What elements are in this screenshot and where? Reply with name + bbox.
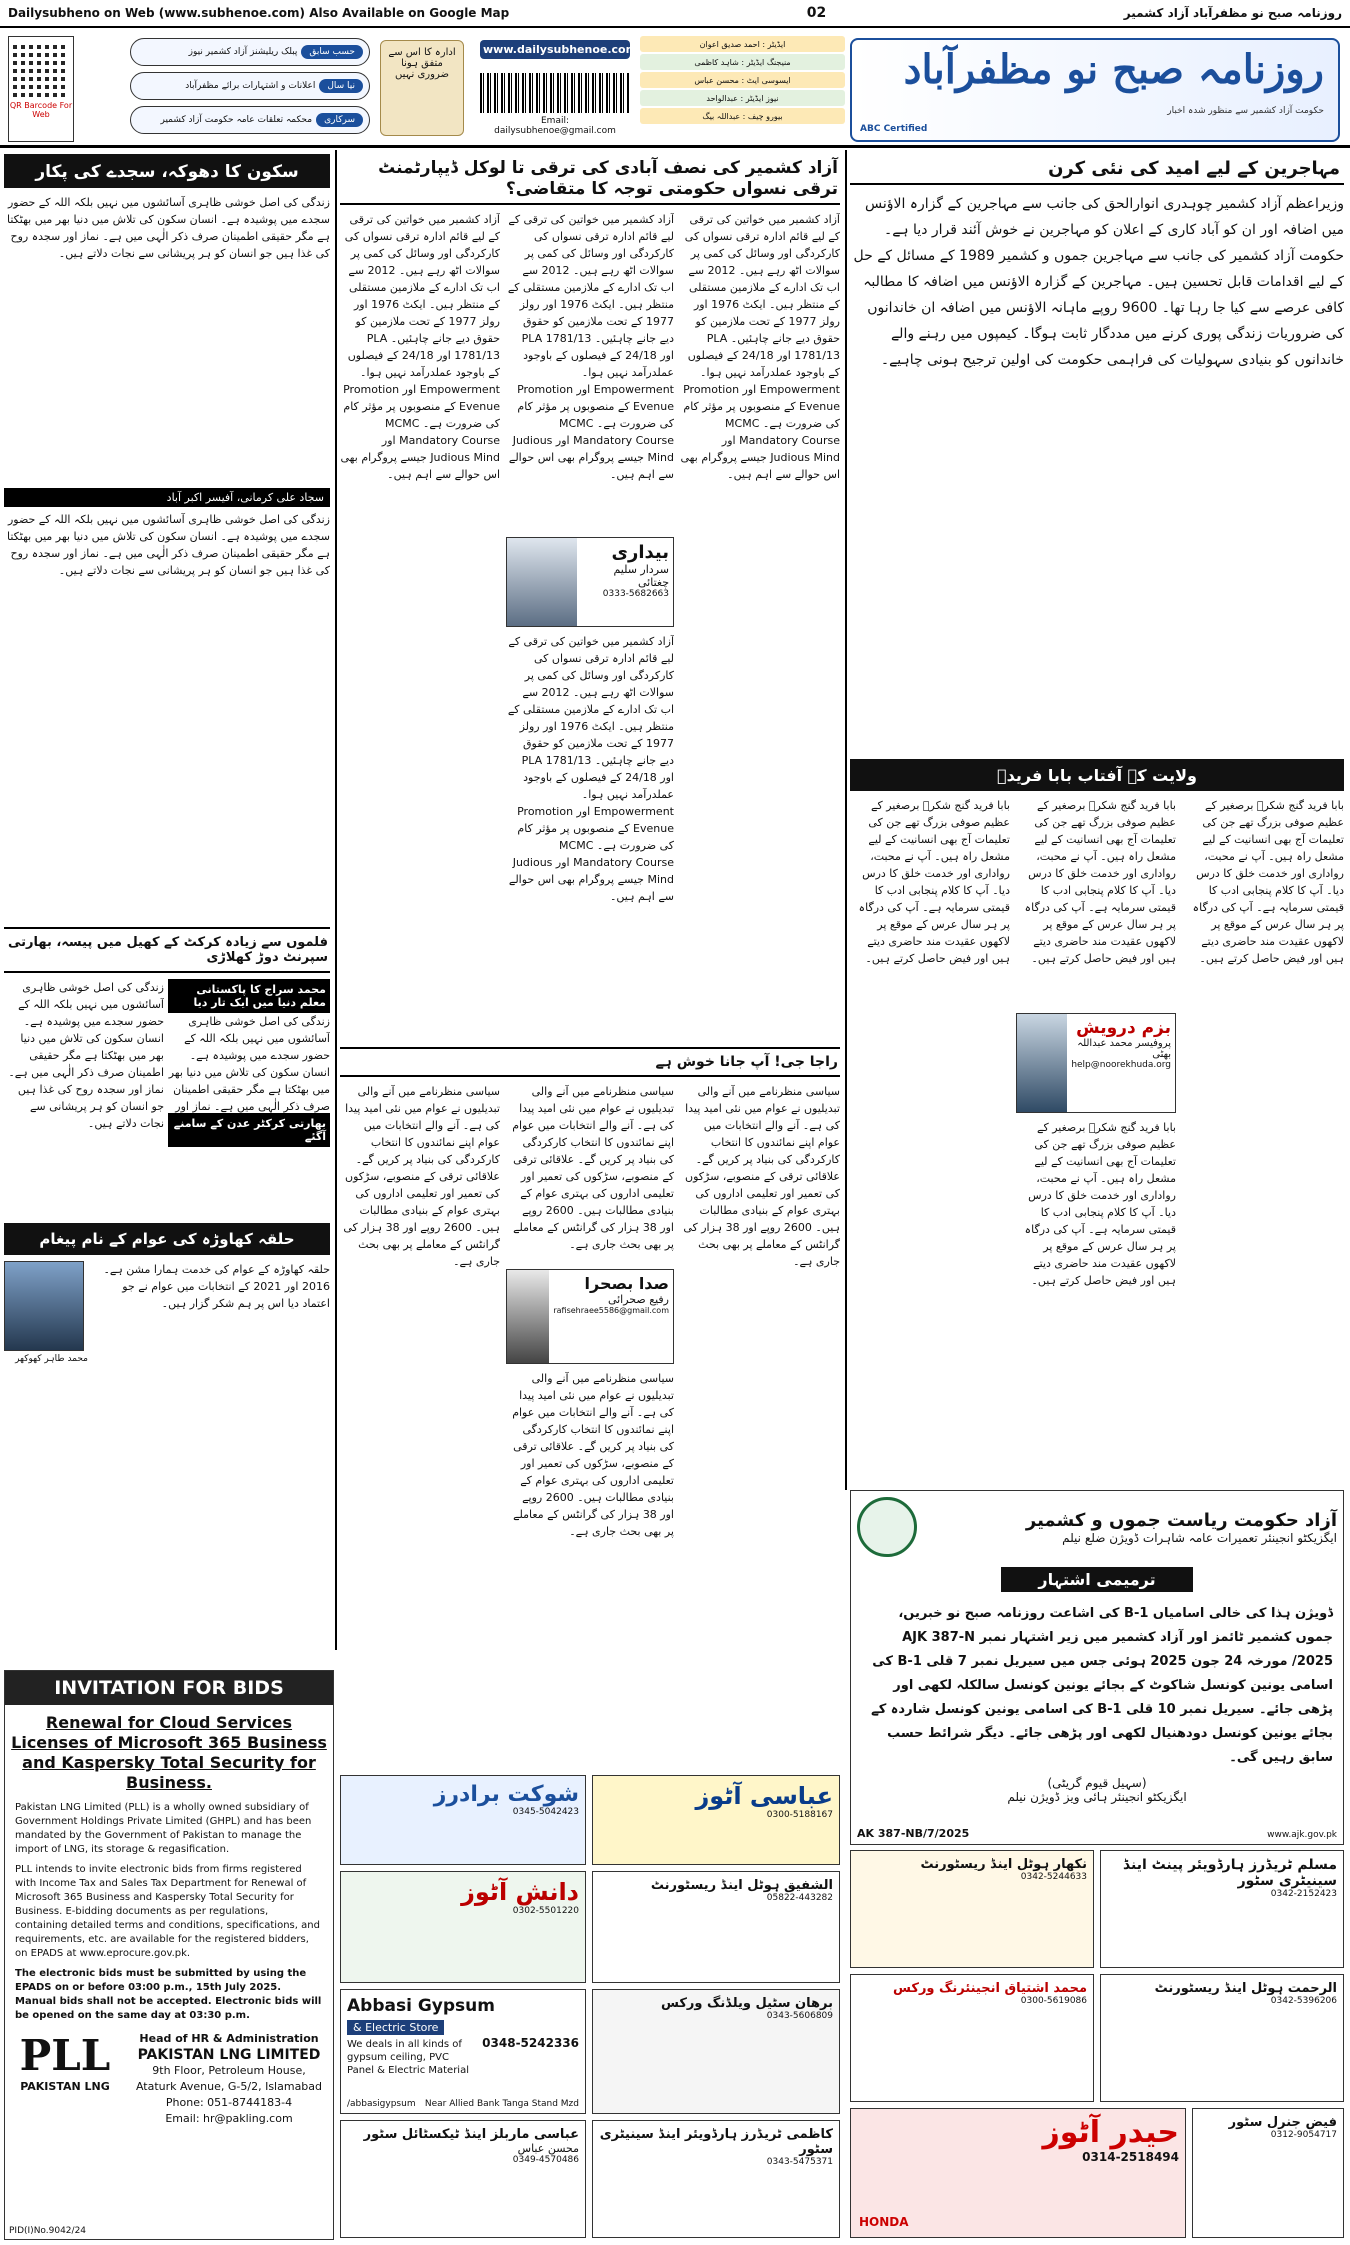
notice-sign-title: ایگزیکٹو انجینئر ہائی ویز ڈویژن نیلم xyxy=(1007,1790,1187,1804)
ad-name: Abbasi Gypsum xyxy=(347,1996,495,2016)
ad-phone: 0314-2518494 xyxy=(1082,2150,1179,2164)
staff-row: بیورو چیف : عبداللہ بیگ xyxy=(640,108,845,124)
left-column xyxy=(4,154,330,1416)
right-ads xyxy=(850,1850,1344,2240)
staff-row: منیجنگ ایڈیٹر : شاہد کاظمی xyxy=(640,54,845,70)
pll-logo xyxy=(5,2031,125,2127)
news-body: زندگی کی اصل خوشی ظاہری آسائشوں میں نہیں بلکہ اللہ کے حضور سجدے میں پوشیدہ ہے۔ انسان سکون کی تلاش میں دنیا بھر میں بھٹکتا ہے مگر حقیقی اطمینان صرف ذکر الٰہی میں ہے۔ نماز اور سجدہ روح کی غذا ہیں جو انسان کو ہر پریشانی سے نجات دلاتے ہیں۔ xyxy=(8,981,164,1130)
bids-title: INVITATION FOR BIDS xyxy=(5,1671,333,1705)
message-person-block xyxy=(4,1261,88,1416)
ad-name: الشفیق ہوٹل اینڈ ریسٹورنٹ xyxy=(650,1878,833,1893)
ad-phone: 0343-5606809 xyxy=(766,2011,833,2021)
bids-email[interactable]: Email: hr@pakling.com xyxy=(165,2112,293,2125)
mid-headline: آزاد کشمیر کی نصف آبادی کی ترقی تا لوکل ڈیپارٹمنٹ ترقی نسواں حکومتی توجہ کا متقاضی؟ xyxy=(340,154,840,205)
second-body-col: سیاسی منظرنامے میں آنے والی تبدیلیوں نے عوام میں نئی امید پیدا کی ہے۔ آنے والے انتخابات میں عوام اپنے نمائندوں کا انتخاب کارکردگی کی بنیاد پر کریں گے۔ علاقائی ترقی کے منصوبے، سڑکوں کی تعمیر اور تعلیمی اداروں کی بہتری عوام کے بنیادی مطالبات ہیں۔ 2600 روپے اور 38 ہزار کی گرانٹس کے معاملے پر بھی بحث جاری ہے۔ xyxy=(343,1085,500,1268)
column-badge xyxy=(506,537,674,627)
ad-name: دانش آٹوز xyxy=(461,1878,579,1906)
notice-sign-name: (سہیل قیوم گریٹی) xyxy=(1047,1776,1147,1790)
staff-row: نیوز ایڈیٹر : عبدالواحد xyxy=(640,90,845,106)
pill-item: حسب سابق پبلک ریلیشنز آزاد کشمیر نیوز xyxy=(130,38,370,66)
ad-phone: 05822-443282 xyxy=(766,1893,833,1903)
ad-name: فیض جنرل سٹور xyxy=(1228,2115,1337,2130)
notice-govt: آزاد حکومت ریاست جموں و کشمیر xyxy=(1025,1509,1337,1531)
feature-body-col: بابا فرید گنج شکرؒ برصغیر کے عظیم صوفی بزرگ تھے جن کی تعلیمات آج بھی انسانیت کے لیے مشعل راہ ہیں۔ آپ نے محبت، رواداری اور خدمت خلق کا درس دیا۔ آپ کا کلام پنجابی ادب کا قیمتی سرمایہ ہے۔ آپ کی درگاہ پر ہر سال عرس کے موقع پر لاکھوں عقیدت مند حاضری دیتے ہیں اور فیض حاصل کرتے ہیں۔ xyxy=(1024,1121,1176,1287)
top-bar-right: روزنامہ صبح نو مظفرآباد آزاد کشمیر xyxy=(1123,6,1342,20)
second-body-col: سیاسی منظرنامے میں آنے والی تبدیلیوں نے عوام میں نئی امید پیدا کی ہے۔ آنے والے انتخابات میں عوام اپنے نمائندوں کا انتخاب کارکردگی کی بنیاد پر کریں گے۔ علاقائی ترقی کے منصوبے، سڑکوں کی تعمیر اور تعلیمی اداروں کی بہتری عوام کے بنیادی مطالبات ہیں۔ 2600 روپے اور 38 ہزار کی گرانٹس کے معاملے پر بھی بحث جاری ہے۔ xyxy=(683,1085,840,1268)
ad-name: نکھار ہوٹل اینڈ ریسٹورنٹ xyxy=(920,1857,1087,1872)
top-bar-left[interactable]: Dailysubheno on Web (www.subhenoe.com) Also Available on Google Map xyxy=(8,6,510,20)
ad-card xyxy=(1100,1974,1344,2102)
ad-social[interactable]: /abbasigypsum xyxy=(347,2099,416,2109)
ad-name: محمد اشتیاق انجینئرنگ ورکس xyxy=(893,1981,1087,1996)
page-number: 02 xyxy=(806,5,827,21)
bids-contact xyxy=(125,2031,333,2127)
writer-tag: سجاد علی کرمانی، آفیسر اکبر آباد xyxy=(4,488,330,507)
qr-caption: QR Barcode For Web xyxy=(9,101,73,119)
news-item: بھارتی کرکٹر عدن کے سامنے آگئے xyxy=(168,1113,330,1147)
notice-web[interactable]: www.ajk.gov.pk xyxy=(1267,1830,1337,1840)
second-headline: راجا جی! آپ جانا خوش ہے xyxy=(340,1047,840,1077)
feature-body-col: بابا فرید گنج شکرؒ برصغیر کے عظیم صوفی بزرگ تھے جن کی تعلیمات آج بھی انسانیت کے لیے مشعل راہ ہیں۔ آپ نے محبت، رواداری اور خدمت خلق کا درس دیا۔ آپ کا کلام پنجابی ادب کا قیمتی سرمایہ ہے۔ آپ کی درگاہ پر ہر سال عرس کے موقع پر لاکھوں عقیدت مند حاضری دیتے ہیں اور فیض حاصل کرتے ہیں۔ xyxy=(1192,799,1344,965)
notice-header-text xyxy=(925,1510,1337,1545)
column-badge-text xyxy=(549,1270,673,1363)
news-side xyxy=(168,979,330,1209)
feature-center xyxy=(1016,797,1176,1497)
notice-signature xyxy=(851,1776,1343,1804)
bids-subtitle: Renewal for Cloud Services Licenses of Microsoft 365 Business and Kaspersky Total Security for Business. xyxy=(11,1713,327,1792)
second-center xyxy=(506,1083,674,1553)
ad-brand: HONDA xyxy=(859,2215,909,2229)
notice-ref: AK 387-NB/7/2025 xyxy=(857,1827,970,1840)
message-person: محمد طاہر کھوکھر xyxy=(15,1354,88,1364)
ad-card xyxy=(850,2108,1186,2238)
column-badge xyxy=(506,1269,674,1364)
mid-body-col: آزاد کشمیر میں خواتین کی ترقی کے لیے قائم ادارہ ترقی نسواں کی کارکردگی اور وسائل کی کمی پر سوالات اٹھ رہے ہیں۔ 2012 سے اب تک ادارے کے ملازمین مستقلی کے منتظر ہیں۔ ایکٹ 1976 اور رولز 1977 کے تحت ملازمین کو حقوق دیے جانے چاہئیں۔ PLA 1781/13 اور 24/18 کے فیصلوں کے باوجود عملدرآمد نہیں ہوا۔ Empowerment اور Promotion Evenue کے منصوبوں پر مؤثر کام کی ضرورت ہے۔ MCMC Mandatory Course اور Judious Mind جیسے پروگرام بھی اس حوالے سے اہم ہیں۔ xyxy=(507,213,674,481)
bids-address: 9th Floor, Petroleum House, xyxy=(152,2064,306,2077)
column-email[interactable]: rafisehraee5586@gmail.com xyxy=(553,1306,669,1315)
notice-dept: ایگزیکٹو انجینئر تعمیرات عامہ شاہرات ڈویژن ضلع نیلم xyxy=(1062,1530,1337,1545)
column-writer: پروفیسر محمد عبداللہ بھٹی xyxy=(1077,1038,1171,1060)
column-name: بیداری xyxy=(611,542,669,563)
ad-phone: 0342-2152423 xyxy=(1270,1889,1337,1899)
ad-name: عباسی ماربلز اینڈ ٹیکسٹائل سٹور xyxy=(363,2127,579,2142)
column-badge-text xyxy=(1067,1014,1175,1112)
left-body-cont: زندگی کی اصل خوشی ظاہری آسائشوں میں نہیں بلکہ اللہ کے حضور سجدے میں پوشیدہ ہے۔ انسان سکون کی تلاش میں دنیا بھر میں بھٹکتا ہے مگر حقیقی اطمینان صرف ذکر الٰہی میں ہے۔ نماز اور سجدہ روح کی غذا ہیں جو انسان کو ہر پریشانی سے نجات دلاتے ہیں۔ xyxy=(7,513,330,577)
ad-card xyxy=(340,1871,586,1983)
column-email[interactable]: help@noorekhuda.org xyxy=(1071,1060,1171,1070)
ad-card xyxy=(1192,2108,1344,2238)
ad-phone: 0342-5244633 xyxy=(1020,1872,1087,1882)
feature-body-col: بابا فرید گنج شکرؒ برصغیر کے عظیم صوفی بزرگ تھے جن کی تعلیمات آج بھی انسانیت کے لیے مشعل راہ ہیں۔ آپ نے محبت، رواداری اور خدمت خلق کا درس دیا۔ آپ کا کلام پنجابی ادب کا قیمتی سرمایہ ہے۔ آپ کی درگاہ پر ہر سال عرس کے موقع پر لاکھوں عقیدت مند حاضری دیتے ہیں اور فیض حاصل کرتے ہیں۔ xyxy=(858,799,1010,965)
abc-badge: ABC Certified xyxy=(860,124,928,134)
column-writer: رفیع صحرائی xyxy=(607,1293,669,1306)
staff-row: ایڈیٹر : احمد صدیق اعوان xyxy=(640,36,845,52)
ad-tag: We deals in all kinds of gypsum ceiling, PVC Panel & Electric Material xyxy=(347,2039,469,2076)
column-writer: سردار سلیم چغتائی xyxy=(613,563,669,589)
ad-card xyxy=(340,2120,586,2238)
bids-head: Head of HR & Administration xyxy=(139,2032,319,2045)
pill-item: سرکاری محکمہ تعلقات عامہ حکومت آزاد کشمیر xyxy=(130,106,370,134)
ad-card xyxy=(592,2120,840,2238)
paper-subtitle: حکومت آزاد کشمیر سے منظور شدہ اخبار xyxy=(1167,106,1324,116)
site-url[interactable]: www.dailysubhenoe.com xyxy=(480,40,630,59)
ad-card xyxy=(340,1775,586,1865)
message-block xyxy=(4,1261,330,1416)
bids-company: PAKISTAN LNG LIMITED xyxy=(137,2047,321,2063)
ad-name: الرحمت ہوٹل اینڈ ریسٹورنٹ xyxy=(1154,1981,1337,1996)
govt-notice xyxy=(850,1490,1344,1845)
ad-card xyxy=(592,1989,840,2114)
bids-phone: Phone: 051-8744183-4 xyxy=(165,2096,293,2109)
second-article xyxy=(340,1083,840,1553)
notice-title: ترمیمی اشتہار xyxy=(1001,1567,1193,1592)
ad-phone: 0343-5475371 xyxy=(766,2157,833,2167)
mid-article xyxy=(340,211,840,1041)
bids-footer xyxy=(5,2031,333,2127)
notice-body: ڈویژن ہذا کی خالی اسامیاں B-1 کی اشاعت روزنامہ صبح نو خبریں، جموں کشمیر ٹائمز اور آزاد کشمیر میں زیر اشتہار نمبر AJK 387-N 2025/ مورخہ 24 جون 2025 ہوئی جس میں سیریل نمبر 7 قلی B-1 کی اسامی یونین کونسل شاکوٹ کے بجائے یونین کونسل سالکلہ لکھی اور پڑھی جائے۔ سیریل نمبر 10 قلی B-1 کی اسامی یونین کونسل شاردہ کے بجائے یونین کونسل دودھنیال لکھی اور پڑھی جائے۔ دیگر شرائط حسب سابق رہیں گی۔ xyxy=(871,1606,1333,1765)
ad-name: مسلم ٹریڈرز ہارڈویئر پینٹ اینڈ سینیٹری سٹور xyxy=(1122,1857,1337,1889)
message-headline: حلقہ کھاوڑہ کی عوام کے نام پیغام xyxy=(4,1223,330,1255)
ad-person: محسن عباس xyxy=(517,2142,579,2155)
ad-name: برھان سٹیل ویلڈنگ ورکس xyxy=(660,1996,833,2011)
ad-phone: 0345-5042423 xyxy=(512,1807,579,1817)
ad-card xyxy=(340,1989,586,2114)
mid-column xyxy=(340,154,840,1553)
column-rule xyxy=(845,150,847,1490)
scroll-notice: ادارہ کا اس سے متفق ہونا ضروری نہیں xyxy=(380,40,464,136)
left-body: زندگی کی اصل خوشی ظاہری آسائشوں میں نہیں بلکہ اللہ کے حضور سجدے میں پوشیدہ ہے۔ انسان سکون کی تلاش میں دنیا بھر میں بھٹکتا ہے مگر حقیقی اطمینان صرف ذکر الٰہی میں ہے۔ نماز اور سجدہ روح کی غذا ہیں جو انسان کو ہر پریشانی سے نجات دلاتے ہیں۔ xyxy=(7,196,330,260)
ad-phone: 0349-4570486 xyxy=(512,2155,579,2165)
right-body: وزیراعظم آزاد کشمیر چوہدری انوارالحق کی جانب سے مہاجرین کے گزارہ الاؤنس میں اضافہ اور ان کو آباد کاری کے اعلان کو مہاجرین نے خوش آئند قرار دیا ہے۔ حکومت آزاد کشمیر کی جانب سے مہاجرین جموں و کشمیر 1989 کے مسائل کے حل کے لیے اقدامات قابل تحسین ہیں۔ مہاجرین کے گزارہ الاؤنس میں اضافہ کا مطالبہ کافی عرصے سے کیا جا رہا تھا۔ 9600 روپے ماہانہ الاؤنس میں اضافہ ان خاندانوں کی ضروریات زندگی پوری کرنے میں مددگار ثابت ہوگا۔ کیمپوں میں رہنے والے خاندانوں کو بنیادی سہولیات کی فراہمی حکومت کی اولین ترجیح ہونی چاہیے۔ xyxy=(853,196,1344,368)
mid-body-col: آزاد کشمیر میں خواتین کی ترقی کے لیے قائم ادارہ ترقی نسواں کی کارکردگی اور وسائل کی کمی پر سوالات اٹھ رہے ہیں۔ 2012 سے اب تک ادارے کے ملازمین مستقلی کے منتظر ہیں۔ ایکٹ 1976 اور رولز 1977 کے تحت ملازمین کو حقوق دیے جانے چاہئیں۔ PLA 1781/13 اور 24/18 کے فیصلوں کے باوجود عملدرآمد نہیں ہوا۔ Empowerment اور Promotion Evenue کے منصوبوں پر مؤثر کام کی ضرورت ہے۔ MCMC Mandatory Course اور Judious Mind جیسے پروگرام بھی اس حوالے سے اہم ہیں۔ xyxy=(507,635,674,903)
govt-emblem xyxy=(857,1497,917,1557)
mid-body-col: آزاد کشمیر میں خواتین کی ترقی کے لیے قائم ادارہ ترقی نسواں کی کارکردگی اور وسائل کی کمی پر سوالات اٹھ رہے ہیں۔ 2012 سے اب تک ادارے کے ملازمین مستقلی کے منتظر ہیں۔ ایکٹ 1976 اور رولز 1977 کے تحت ملازمین کو حقوق دیے جانے چاہئیں۔ PLA 1781/13 اور 24/18 کے فیصلوں کے باوجود عملدرآمد نہیں ہوا۔ Empowerment اور Promotion Evenue کے منصوبوں پر مؤثر کام کی ضرورت ہے۔ MCMC Mandatory Course اور Judious Mind جیسے پروگرام بھی اس حوالے سے اہم ہیں۔ xyxy=(680,213,840,481)
ad-sub: & Electric Store xyxy=(347,2020,444,2035)
ad-name: شوکت برادرز xyxy=(433,1782,579,1807)
paper-title: روزنامہ صبح نو مظفرآباد xyxy=(903,46,1324,93)
ad-card xyxy=(850,1974,1094,2102)
bids-address: Ataturk Avenue, G-5/2, Islamabad xyxy=(135,2080,323,2093)
left-headline: سکون کا دھوکہ، سجدے کی پکار xyxy=(4,154,330,188)
writer-photo xyxy=(507,538,577,626)
bids-para: The electronic bids must be submitted by using the EPADS on or before 03:00 p.m., 15th July 2025. Manual bids shall not be accepted. Electronic bids will be opened on the same day at 03:30 p.m. xyxy=(15,1968,322,2021)
writer-photo xyxy=(507,1270,549,1363)
ad-card xyxy=(850,1850,1094,1968)
ad-card xyxy=(592,1775,840,1865)
news-text: زندگی کی اصل خوشی ظاہری آسائشوں میں نہیں بلکہ اللہ کے حضور سجدے میں پوشیدہ ہے۔ انسان سکون کی تلاش میں دنیا بھر میں بھٹکتا ہے مگر حقیقی اطمینان صرف ذکر الٰہی میں ہے۔ نماز اور xyxy=(168,1015,330,1113)
ad-card xyxy=(1100,1850,1344,1968)
qr-code[interactable] xyxy=(8,36,74,142)
staff-list xyxy=(640,36,845,142)
column-rule xyxy=(335,150,337,1650)
barcode-graphic xyxy=(480,73,630,113)
column-badge xyxy=(1016,1013,1176,1113)
pll-logo-text: PLL xyxy=(19,2031,111,2080)
ad-phone: 0348-5242336 xyxy=(482,2036,579,2050)
ad-phone: 0302-5501220 xyxy=(512,1906,579,1916)
writer-photo xyxy=(1017,1014,1067,1112)
second-body-col: سیاسی منظرنامے میں آنے والی تبدیلیوں نے عوام میں نئی امید پیدا کی ہے۔ آنے والے انتخابات میں عوام اپنے نمائندوں کا انتخاب کارکردگی کی بنیاد پر کریں گے۔ علاقائی ترقی کے منصوبے، سڑکوں کی تعمیر اور تعلیمی اداروں کی بہتری عوام کے بنیادی مطالبات ہیں۔ 2600 روپے اور 38 ہزار کی گرانٹس کے معاملے پر بھی بحث جاری ہے۔ xyxy=(512,1372,674,1538)
right-headline: مہاجرین کے لیے امید کی نئی کرن xyxy=(850,154,1344,185)
second-body-col: سیاسی منظرنامے میں آنے والی تبدیلیوں نے عوام میں نئی امید پیدا کی ہے۔ آنے والے انتخابات میں عوام اپنے نمائندوں کا انتخاب کارکردگی کی بنیاد پر کریں گے۔ علاقائی ترقی کے منصوبے، سڑکوں کی تعمیر اور تعلیمی اداروں کی بہتری عوام کے بنیادی مطالبات ہیں۔ 2600 روپے اور 38 ہزار کی گرانٹس کے معاملے پر بھی بحث جاری ہے۔ xyxy=(512,1085,674,1251)
site-block xyxy=(480,40,638,136)
notice-header xyxy=(851,1491,1343,1563)
ad-name: حیدر آٹوز xyxy=(1042,2115,1179,2150)
column-badge-text xyxy=(577,538,673,626)
news-strip xyxy=(4,979,330,1209)
ad-phone: 0342-5396206 xyxy=(1270,1996,1337,2006)
masthead xyxy=(0,30,1350,148)
top-bar xyxy=(0,0,1350,28)
mid-body-col: آزاد کشمیر میں خواتین کی ترقی کے لیے قائم ادارہ ترقی نسواں کی کارکردگی اور وسائل کی کمی پر سوالات اٹھ رہے ہیں۔ 2012 سے اب تک ادارے کے ملازمین مستقلی کے منتظر ہیں۔ ایکٹ 1976 اور رولز 1977 کے تحت ملازمین کو حقوق دیے جانے چاہئیں۔ PLA 1781/13 اور 24/18 کے فیصلوں کے باوجود عملدرآمد نہیں ہوا۔ Empowerment اور Promotion Evenue کے منصوبوں پر مؤثر کام کی ضرورت ہے۔ MCMC Mandatory Course اور Judious Mind جیسے پروگرام بھی اس حوالے سے اہم ہیں۔ xyxy=(340,213,500,481)
pill-group xyxy=(130,38,370,134)
ad-name: کاظمی ٹریڈرز ہارڈویئر اینڈ سینیٹری سٹور xyxy=(599,2127,833,2157)
ad-address: Near Allied Bank Tanga Stand Mzd xyxy=(424,2099,579,2109)
message-body: حلقہ کھاوڑہ کے عوام کی خدمت ہمارا مشن ہے۔ 2016 اور 2021 کے انتخابات میں عوام نے جو اعتماد دیا اس پر ہم شکر گزار ہیں۔ xyxy=(103,1263,330,1310)
ad-phone: 0300-5619086 xyxy=(1020,1996,1087,2006)
column-name: صدا بصحرا xyxy=(584,1274,669,1293)
column-phone: 0333-5682663 xyxy=(602,589,669,599)
right-column xyxy=(850,154,1344,1497)
column-name: بزم درویش xyxy=(1076,1018,1171,1038)
ad-card xyxy=(592,1871,840,1983)
news-item: محمد سراج کا پاکستانی معلم دنیا میں ایک تار دیا xyxy=(168,979,330,1013)
mid-center xyxy=(506,211,674,1041)
person-photo xyxy=(4,1261,84,1351)
pll-logo-name: PAKISTAN LNG xyxy=(20,2080,110,2093)
bids-para: PLL intends to invite electronic bids from firms registered with Income Tax and Sales Tax Department for Renewal of Microsoft 365 Business and Kaspersky Total Security for Business. E-bidding documents as per regulations, containing detailed terms and conditions, specifications, and requirements, etc. are available for the registered bidders, on EPADS at www.eprocure.gov.pk. xyxy=(15,1864,320,1959)
bids-pid: PID(I)No.9042/24 xyxy=(9,2226,87,2236)
sub-headline: فلموں سے زیادہ کرکٹ کے کھیل میں پیسہ، بھارتی سپرنٹ دوڑ کھلاڑی xyxy=(4,927,330,973)
feature-body-col: بابا فرید گنج شکرؒ برصغیر کے عظیم صوفی بزرگ تھے جن کی تعلیمات آج بھی انسانیت کے لیے مشعل راہ ہیں۔ آپ نے محبت، رواداری اور خدمت خلق کا درس دیا۔ آپ کا کلام پنجابی ادب کا قیمتی سرمایہ ہے۔ آپ کی درگاہ پر ہر سال عرس کے موقع پر لاکھوں عقیدت مند حاضری دیتے ہیں اور فیض حاصل کرتے ہیں۔ xyxy=(1024,799,1176,965)
bids-advert xyxy=(4,1670,334,2240)
bids-para: Pakistan LNG Limited (PLL) is a wholly owned subsidiary of Government Holdings Private Limited (GHPL) and has been mandated by the Government of Pakistan to manage the import of LNG, its storage & regasification. xyxy=(15,1802,312,1855)
ad-name: عباسی آٹوز xyxy=(695,1782,833,1810)
ad-phone: 0312-9054717 xyxy=(1270,2130,1337,2140)
feature-headline: ولایت کے آفتاب بابا فریدؒ xyxy=(850,759,1344,791)
pill-item: نیا سال اعلانات و اشتہارات برائے مظفرآباد xyxy=(130,72,370,100)
staff-row: ایسوسی ایٹ : محسن عباس xyxy=(640,72,845,88)
feature-article xyxy=(850,797,1344,1497)
paper-logo xyxy=(850,38,1340,142)
site-email[interactable]: Email: dailysubhenoe@gmail.com xyxy=(494,116,616,136)
mid-ads xyxy=(340,1775,840,2240)
ad-phone: 0300-5188167 xyxy=(766,1810,833,1820)
